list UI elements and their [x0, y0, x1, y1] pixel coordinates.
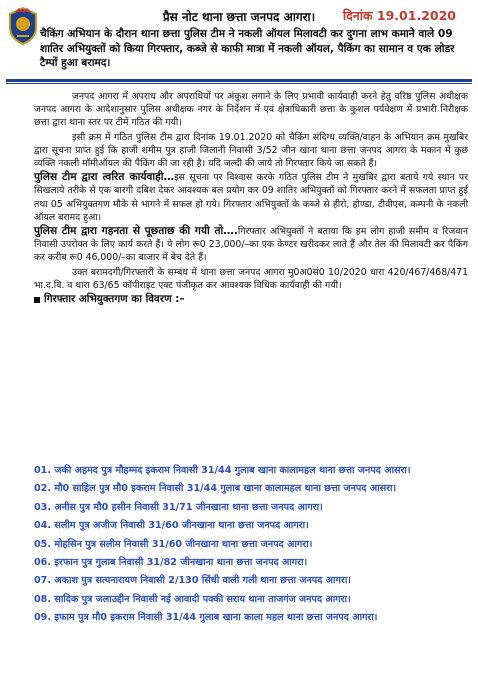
paragraph-4-lead: पुलिस टीम द्वारा गहनता से पूछताछ की गयी तो….	[34, 225, 238, 238]
press-note-body	[34, 90, 468, 306]
accused-item: 05. मोहसिन पुत्र सलीम निवासी 31/60 जीनखाना थाना छत्ता जनपद आगरा।	[34, 538, 313, 550]
press-note-date: दिनांक 19.01.2020	[342, 8, 456, 23]
accused-item: 02. मौ0 साहिल पुत्र मौ0 इकराम निवासी 31/44 गुलाब खाना कालामहल थाना छत्ता जनपद आसरा।	[34, 483, 397, 495]
press-note-headline: चैकिंग अभियान के दौरान थाना छत्ता पुलिस टीम ने नकली ऑयल मिलावटी कर दुगना लाभ कमाने वाले 09 शातिर अभियुक्तों को किया गिरफ्तार, कब्जे से काफी मात्रा में नकली ऑयल, पैकिंग का सामान व एक लोडर टैम्पों हुआ बरामद।	[40, 28, 455, 69]
accused-list	[34, 464, 466, 630]
header-divider	[6, 79, 472, 82]
paragraph-2: इसी क्रम में गठित पुलिस टीम द्वारा दिनांक 19.01.2020 को चैकिंग संदिग्ध व्यक्ति/वाहन के अभियान क्रम मुखबिर द्वारा सूचना प्राप्त हुई कि हाजी शमीम पुत्र हाजी जिलानी निवासी 3/52 जीन खाना थाना छत्ता जनपद आगरा के मकान में कुछ व्यक्ति नकली मॉमीऑयल की पैकिंग की जा रही है। यदि जल्दी की जाये तो गिरफ्तार किये जा सकते हैं।	[34, 131, 468, 170]
accused-item: 09. इफाम पुत्र मौ0 इकराम निवासी 31/44 गुलाब खाना काला महल थाना छत्ता जनपद आगरा।	[34, 612, 378, 624]
paragraph-4-text: गिरफ्तार अभियुक्तों ने बताया कि हम लोग हाजी समीम व रिजवान निवासी उपरोक्त के लिए कार्य करते हैं। ये लोग रू0 23,000/–का एक केण्टर खरीदकर लाते हैं और तेल की मिलावटी कर पैकिंग कर करीब रू0 46,000/–का बाजार में बेच देते हैं।	[34, 226, 468, 264]
paragraph-5: उक्त बरामदगी/गिरफ्तारी के सम्बंध में थाना छत्ता जनपद आगरा मु0अ0सं0 10/2020 धारा 420/467/468/471 भा.द.वि. व धारा 63/65 कॉपीराइट एक्ट पंजीकृत कर आवश्यक विधिक कार्यवाही की गयी।	[34, 266, 468, 291]
accused-item: 08. सादिक पुत्र जलाउद्दीन निवासी नई आवादी पक्की सराय थाना ताजगंज जनपद आगरा।	[34, 593, 351, 605]
paragraph-4	[34, 225, 468, 265]
paragraph-3-lead: पुलिस टीम द्वारा त्वरित कार्यवाही…	[34, 171, 175, 184]
header-divider-thin	[6, 83, 472, 84]
accused-list-heading	[34, 293, 468, 306]
paragraph-3-text: इस सूचना पर विश्वास करके गठित पुलिस टीम ने मुखबिर द्वारा बताये गये स्थान पर सिखलाये तरीके से एक बारगी दबिश देकर आवश्यक बल प्रयोग कर 09 शातिर अभियुक्तों को गिरफ्तार करने में सफलता प्राप्त हुई तथा 05 अभियुक्तगण मौके से भागने में सफल हो गये। गिरफ्तार अभियुक्तों के कब्जे से हीरो, होण्डा, टीवीएस, कम्पनी के नकली ऑयल बरामद हुआ।	[34, 172, 468, 223]
accused-item: 06. इरफान पुत्र गुलाब निवासी 31/82 जीनखाना थाना छत्ता जनपद आगरा।	[34, 556, 308, 568]
square-bullet-icon	[34, 297, 40, 303]
accused-list-heading-text: गिरफ्तार अभियुक्तगण का विवरण :–	[44, 293, 185, 306]
paragraph-1: जनपद आगरा में अपराध और अपराधियों पर अंकुश लगाने के लिए प्रभावी कार्यवाही करने हेतु वरिष्ठ पुलिस अधीक्षक जनपद आगरा के आदेशानुसार पुलिस अधीक्षक नगर के निर्देशन में एवं क्षेत्राधिकारी छत्ता के कुशल पर्यवेक्षण में प्रभारी निरीक्षक छत्ता द्वारा थाना स्तर पर टीमें गठित की गयी।	[34, 91, 468, 129]
press-note-title: प्रैस नोट थाना छत्ता जनपद आगरा।	[162, 10, 316, 24]
paragraph-3	[34, 171, 468, 224]
accused-item: 04. सलीम पुत्र अजीज निवासी 31/60 जीनखाना थाना छत्ता जनपद आगरा।	[34, 520, 309, 532]
accused-item: 03. अनीस पुत्र मौ0 हसीन निवासी 31/71 जीनखाना थाना छत्ता जनपद आगरा।	[34, 501, 323, 513]
accused-item: 01. जकी अहमद पुत्र मौहम्मद इकराम निवासी 31/44 गुलाब खाना कालामहल थाना छत्ता जनपद आसरा।	[34, 465, 411, 476]
accused-item: 07. अकाश पुत्र सत्यनारायण निवासी 2/130 सिंधी वाली गली थाना छत्ता जनपद आगरा।	[34, 575, 351, 587]
